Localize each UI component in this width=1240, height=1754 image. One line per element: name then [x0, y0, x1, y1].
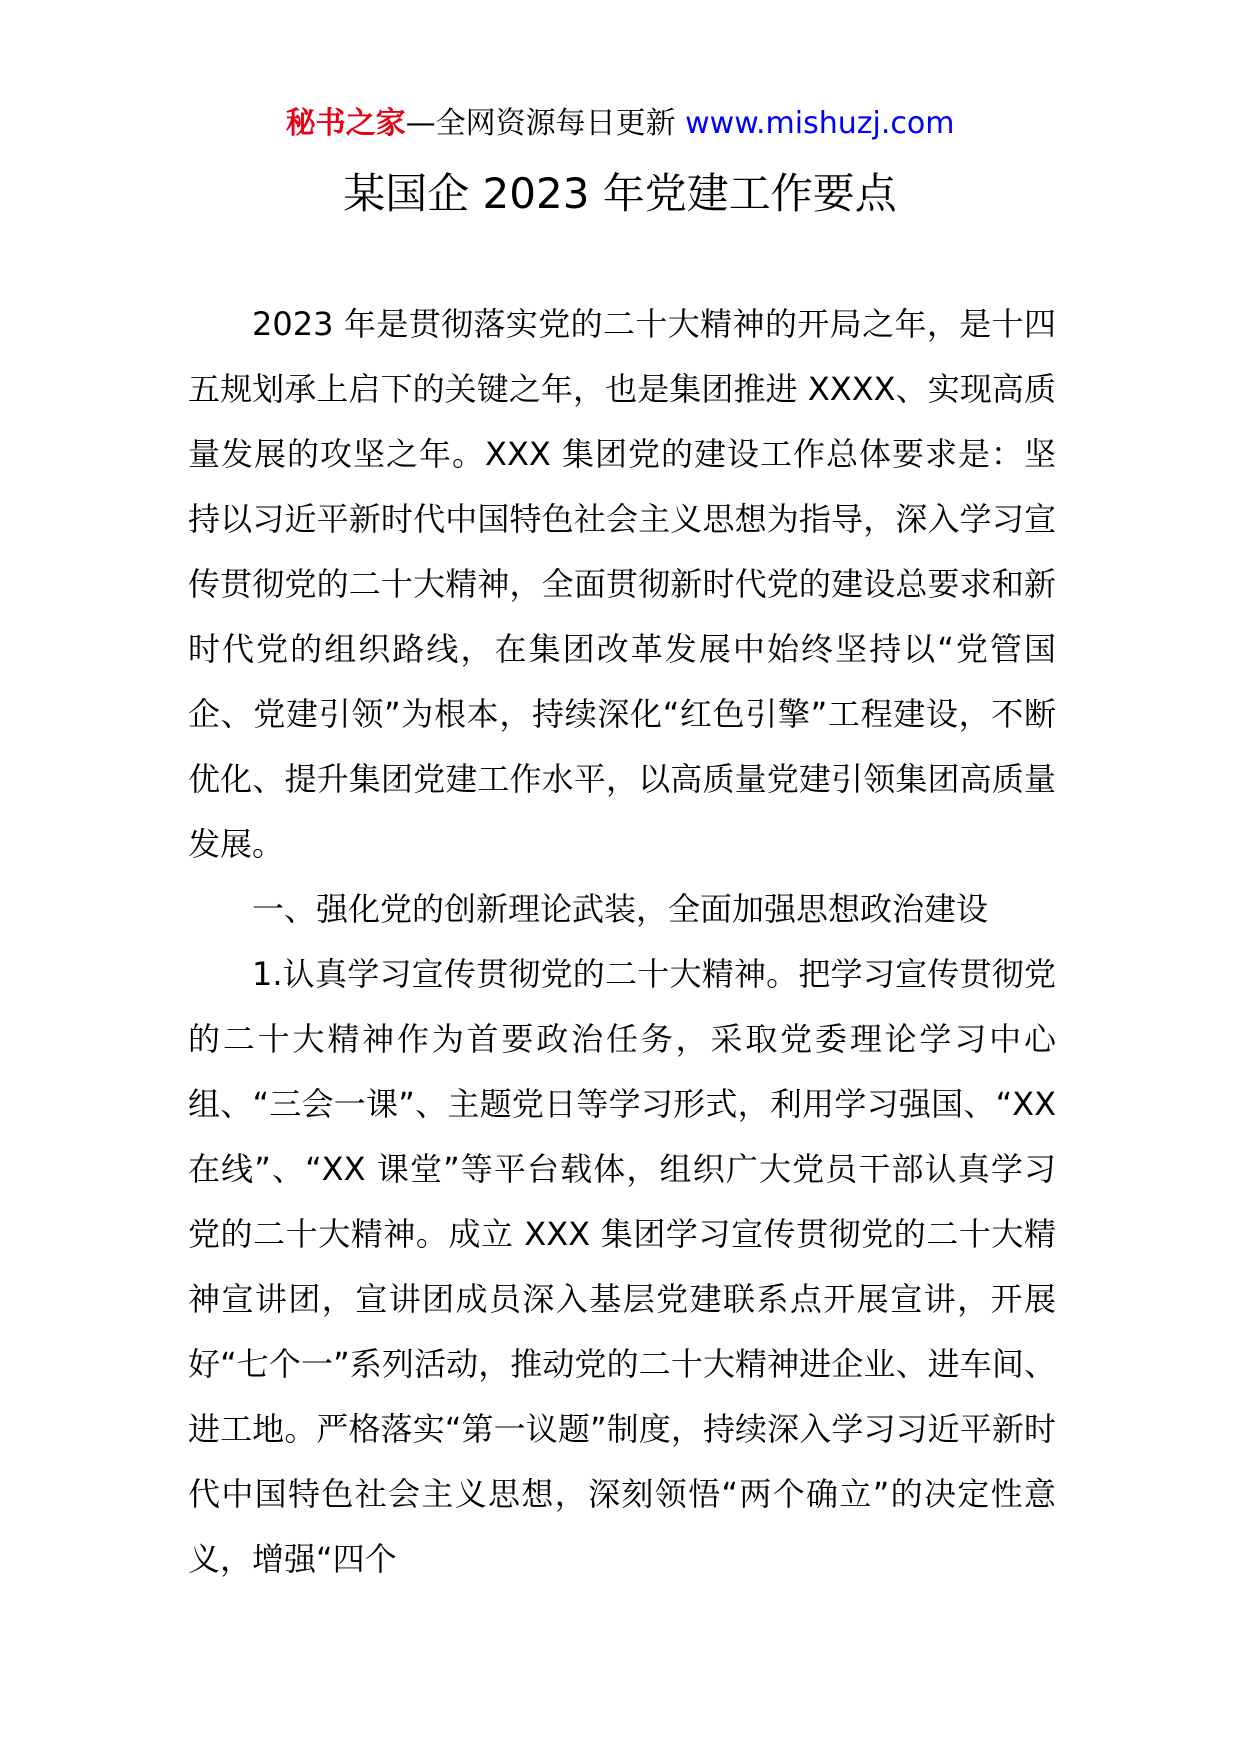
site-header: [0, 104, 1240, 144]
section-heading-1: 一、强化党的创新理论武装，全面加强思想政治建设: [252, 890, 989, 928]
item-paragraph-1: 1.认真学习宣传贯彻党的二十大精神。把学习宣传贯彻党的二十大精神作为首要政治任务，采取党委理论学习中心组、“三会一课”、主题党日等学习形式，利用学习强国、“XX 在线”、“XX 课堂”等平台载体，组织广大党员干部认真学习党的二十大精神。成立 XXX 集团学习宣传贯彻党的二十大精神宣讲团，宣讲团成员深入基层党建联系点开展宣讲，开展好“七个一”系列活动，推动党的二十大精神进企业、进车间、进工地。严格落实“第一议题”制度，持续深入学习习近平新时代中国特色社会主义思想，深刻领悟“两个确立”的决定性意义，增强“四个: [188, 955, 1056, 1578]
document-body: [188, 292, 1056, 1592]
intro-paragraph: 2023 年是贯彻落实党的二十大精神的开局之年，是十四五规划承上启下的关键之年，也是集团推进 XXXX、实现高质量发展的攻坚之年。XXX 集团党的建设工作总体要求是：坚持以习近平新时代中国特色社会主义思想为指导，深入学习宣传贯彻党的二十大精神，全面贯彻新时代党的建设总要求和新时代党的组织路线，在集团改革发展中始终坚持以“党管国企、党建引领”为根本，持续深化“红色引擎”工程建设，不断优化、提升集团党建工作水平，以高质量党建引领集团高质量发展。: [188, 305, 1056, 863]
document-title: 某国企 2023 年党建工作要点: [343, 169, 897, 218]
site-url-link[interactable]: www.mishuzj.com: [685, 106, 955, 141]
site-brand: 秘书之家: [285, 106, 406, 141]
site-tagline: —全网资源每日更新: [405, 106, 676, 141]
